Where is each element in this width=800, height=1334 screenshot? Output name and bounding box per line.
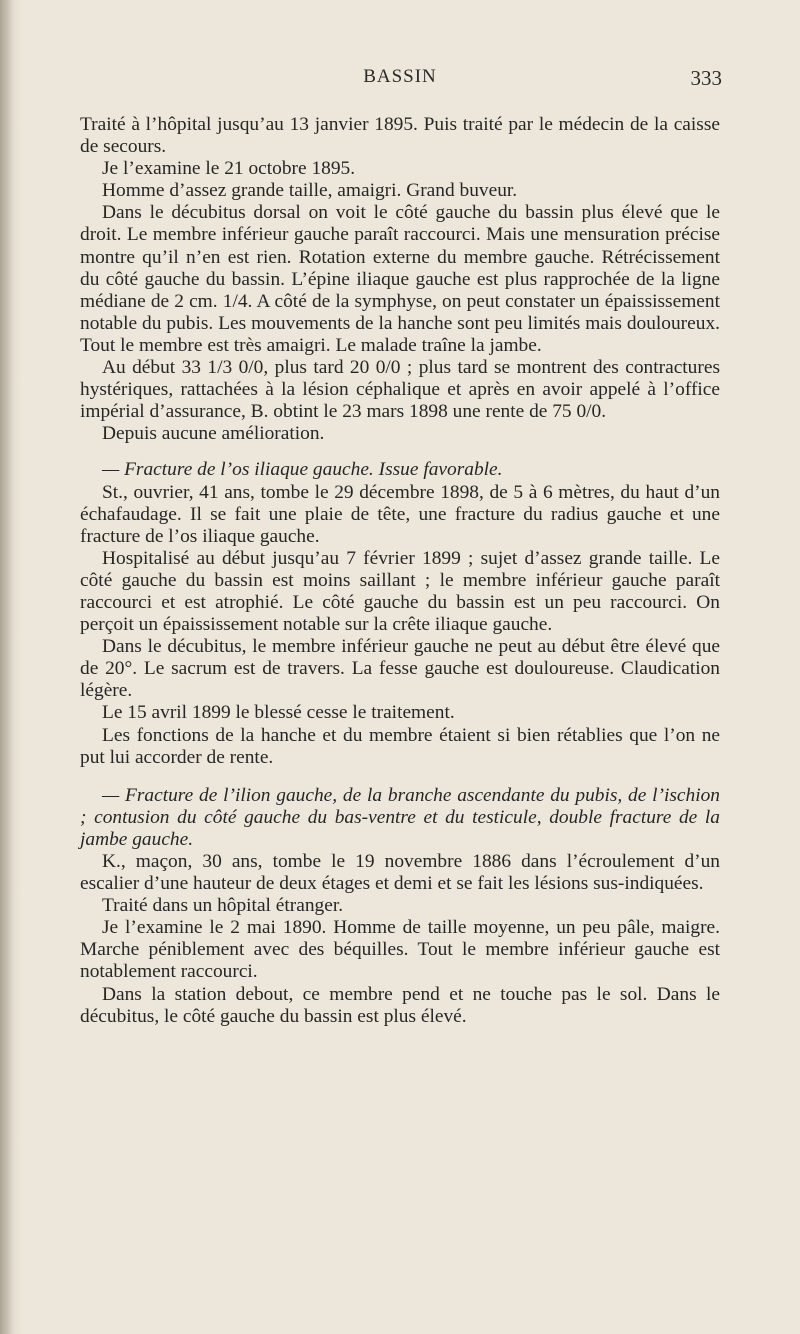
running-title: BASSIN: [363, 66, 437, 87]
case-heading: — Fracture de l’os iliaque gauche. Issue favorable.: [102, 459, 503, 481]
paragraph: Dans la station debout, ce membre pend et ne touche pas le sol. Dans le décubitus, le côté gauche du bassin est plus élevé.: [80, 983, 720, 1027]
running-head: [80, 60, 720, 96]
binding-shadow: [0, 0, 14, 1334]
body-text: [80, 114, 720, 1028]
case-heading: — Fracture de l’ilion gauche, de la branche ascendante du pubis, de l’ischion ; contusion du côté gauche du bas-ventre et du testicule, double fracture de la jambe gauche.: [80, 784, 720, 850]
paragraph: Au début 33 1/3 0/0, plus tard 20 0/0 ; plus tard se montrent des contractures hystériques, rattachées à la lésion céphalique et après en avoir appelé à l’office impérial d’assurance, B. obtint le 23 mars 1898 une rente de 75 0/0.: [80, 357, 720, 423]
page-number: 333: [690, 66, 722, 90]
paragraph: Les fonctions de la hanche et du membre étaient si bien rétablies que l’on ne put lui accorder de rente.: [80, 724, 720, 768]
paragraph: Le 15 avril 1899 le blessé cesse le traitement.: [102, 702, 455, 724]
paragraph: K., maçon, 30 ans, tombe le 19 novembre 1886 dans l’écroulement d’un escalier d’une hauteur de deux étages et demi et se fait les lésions sus-indiquées.: [80, 851, 720, 895]
paragraph: Traité dans un hôpital étranger.: [102, 895, 344, 917]
paragraph: Homme d’assez grande taille, amaigri. Grand buveur.: [102, 180, 518, 202]
paragraph: Je l’examine le 2 mai 1890. Homme de taille moyenne, un peu pâle, maigre. Marche péniblement avec des béquilles. Tout le membre inférieur gauche est notablement raccourci.: [80, 917, 720, 983]
paragraph: Hospitalisé au début jusqu’au 7 février 1899 ; sujet d’assez grande taille. Le côté gauche du bassin est moins saillant ; le membre inférieur gauche paraît raccourci et est atrophié. Le côté gauche du bassin est un peu raccourci. On perçoit un épaississement notable sur la crête iliaque gauche.: [80, 547, 720, 636]
paragraph: Dans le décubitus, le membre inférieur gauche ne peut au début être élevé que de 20°. Le sacrum est de travers. La fesse gauche est douloureuse. Claudication légère.: [80, 636, 720, 702]
paragraph: Dans le décubitus dorsal on voit le côté gauche du bassin plus élevé que le droit. Le membre inférieur gauche paraît raccourci. Mais une mensuration précise montre qu’il n’en est rien. Rotation externe du membre gauche. Rétrécissement du côté gauche du bassin. L’épine iliaque gauche est plus rapprochée de la ligne médiane de 2 cm. 1/4. A côté de la symphyse, on peut constater un épaississement notable du pubis. Les mouvements de la hanche sont peu limités mais douloureux. Tout le membre est très amaigri. Le malade traîne la jambe.: [80, 202, 720, 356]
paragraph: Depuis aucune amélioration.: [102, 423, 325, 445]
paragraph: Je l’examine le 21 octobre 1895.: [102, 158, 356, 180]
paragraph: St., ouvrier, 41 ans, tombe le 29 décembre 1898, de 5 à 6 mètres, du haut d’un échafaudage. Il se fait une plaie de tête, une fracture du radius gauche et une fracture de l’os iliaque gauche.: [80, 481, 720, 547]
paragraph: Traité à l’hôpital jusqu’au 13 janvier 1895. Puis traité par le médecin de la caisse de secours.: [80, 114, 720, 158]
